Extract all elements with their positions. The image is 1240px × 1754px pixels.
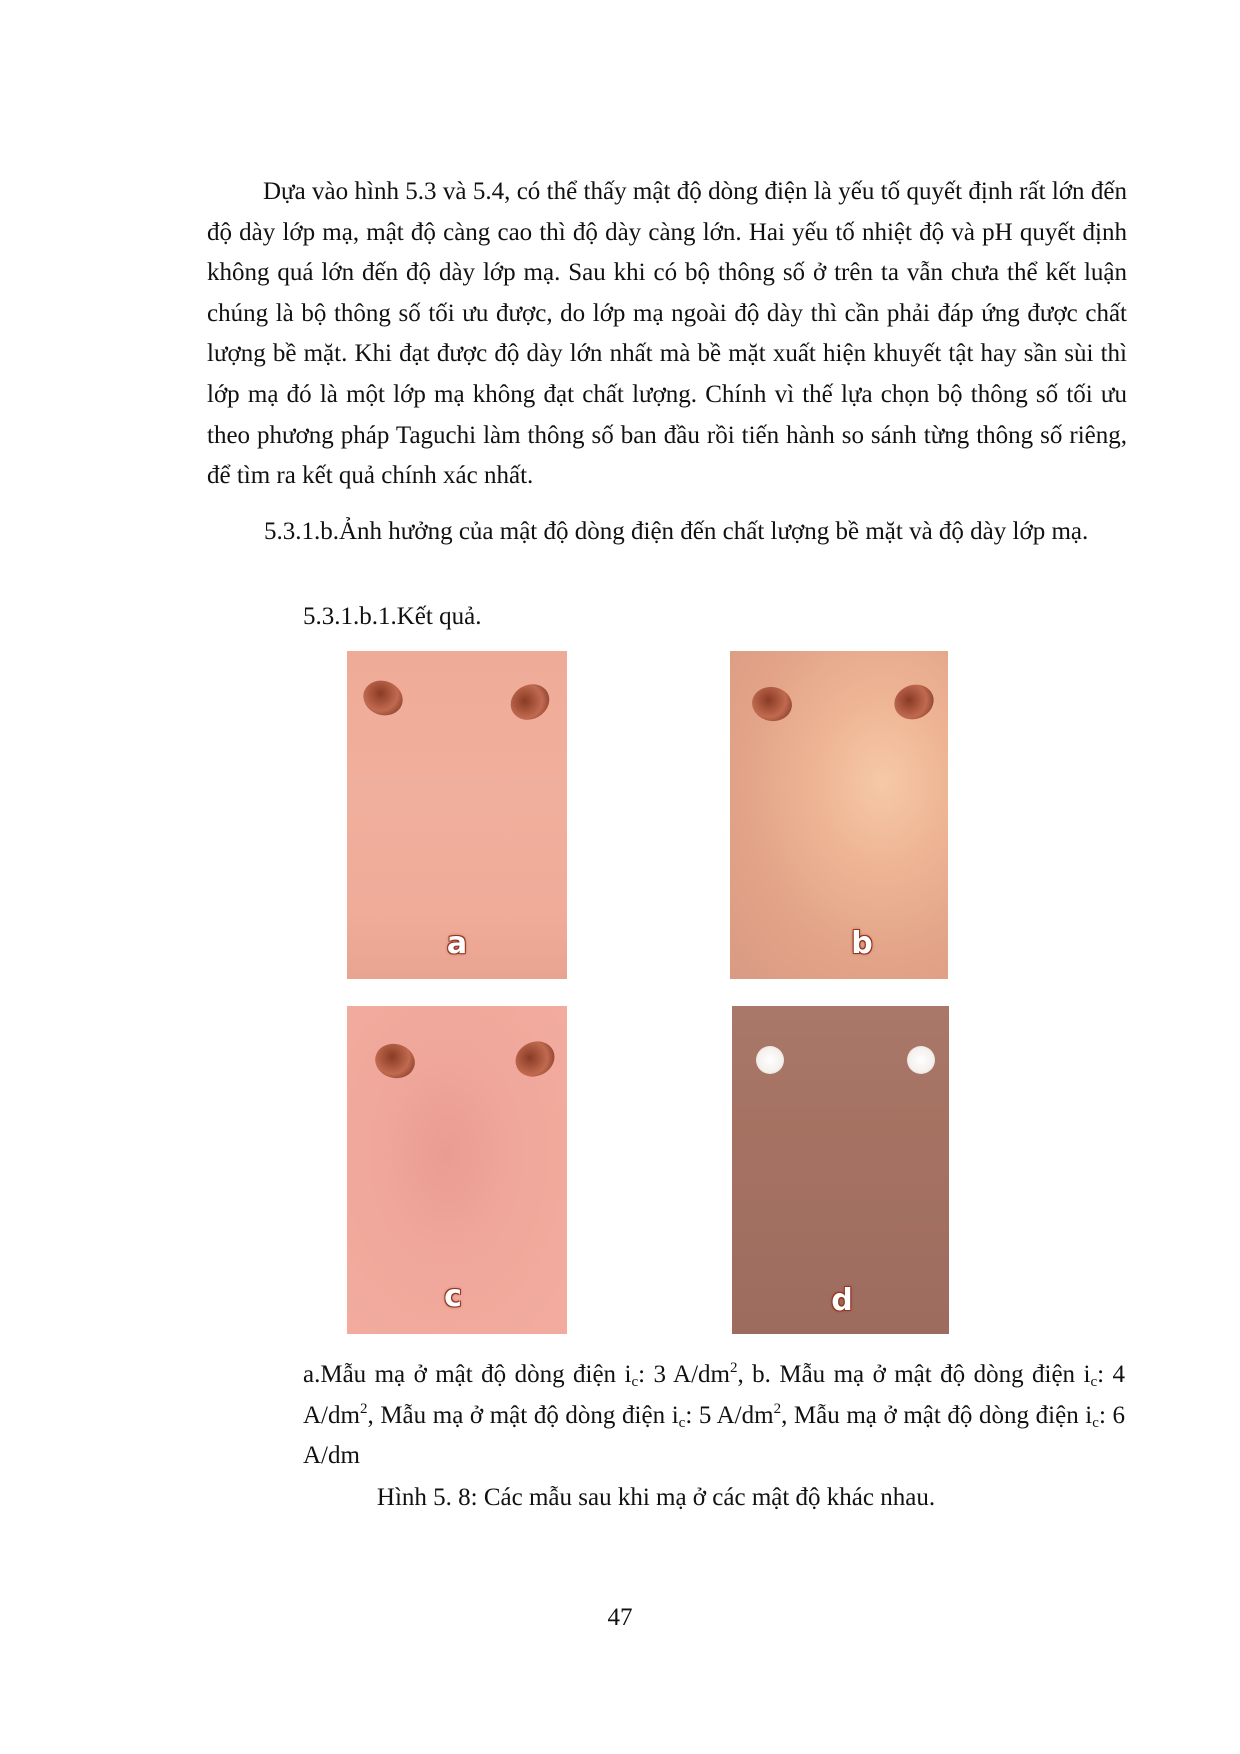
body-paragraph: Dựa vào hình 5.3 và 5.4, có thể thấy mật độ dòng điện là yếu tố quyết định rất lớn đến độ dày lớp mạ, mật độ càng cao thì độ dày càng lớn. Hai yếu tố nhiệt độ và pH quyết định không quá lớn đến độ dày lớp mạ. Sau khi có bộ thông số ở trên ta vẫn chưa thể kết luận chúng là bộ thông số tối ưu được, do lớp mạ ngoài độ dày thì cần phải đáp ứng được chất lượng bề mặt. Khi đạt được độ dày lớn nhất mà bề mặt xuất hiện khuyết tật hay sần sùi thì lớp mạ đó là một lớp mạ không đạt chất lượng. Chính vì thế lựa chọn bộ thông số tối ưu theo phương pháp Taguchi làm thông số ban đầu rồi tiến hành so sánh từng thông số riêng, để tìm ra kết quả chính xác nhất.: [207, 178, 1127, 490]
caption-text: a.Mẫu mạ ở mật độ dòng điện i: [303, 1361, 632, 1388]
mounting-hole-left: [756, 1046, 784, 1074]
sample-photo-d: [732, 1006, 949, 1334]
caption-subscript: c: [678, 1414, 686, 1431]
mounting-hole-right: [510, 1035, 561, 1083]
panel-label-b: b: [851, 926, 873, 961]
mounting-hole-right: [889, 679, 938, 725]
sample-photo-c: [347, 1006, 567, 1334]
caption-subscript: c: [631, 1374, 639, 1390]
caption-subscript: c: [1090, 1374, 1098, 1390]
mounting-hole-left: [371, 1039, 418, 1082]
caption-text: , Mẫu mạ ở mật độ dòng điện i: [781, 1401, 1093, 1429]
caption-text: : 5 A/dm: [685, 1401, 774, 1429]
figure-title: Hình 5. 8: Các mẫu sau khi mạ ở các mật độ khác nhau.: [376, 1484, 936, 1511]
sample-photo-b: [730, 651, 948, 979]
caption-text: : 6 A/dm: [303, 1401, 1125, 1469]
caption-subscript: c: [1092, 1414, 1099, 1431]
caption-text: , Mẫu mạ ở mật độ dòng điện i: [367, 1401, 679, 1429]
sample-photo-a: [347, 651, 567, 979]
caption-superscript: 2: [729, 1360, 738, 1376]
panel-label-c: c: [444, 1279, 462, 1314]
page-number: 47: [607, 1604, 633, 1631]
mounting-hole-right: [907, 1046, 935, 1074]
panel-label-a: a: [446, 926, 468, 961]
mounting-hole-left: [358, 675, 407, 721]
caption-superscript: 2: [773, 1400, 782, 1417]
caption-text: : 4 A/dm: [303, 1361, 1125, 1429]
caption-text: : 3 A/dm: [638, 1361, 730, 1388]
caption-superscript: 2: [359, 1400, 368, 1417]
mounting-hole-right: [504, 677, 556, 726]
figure-caption: [303, 1355, 1125, 1477]
section-heading: 5.3.1.b.Ảnh hưởng của mật độ dòng điện đến chất lượng bề mặt và độ dày lớp mạ.: [264, 518, 1089, 545]
caption-text: , b. Mẫu mạ ở mật độ dòng điện i: [737, 1361, 1091, 1388]
subsection-heading: 5.3.1.b.1.Kết quả.: [303, 603, 482, 630]
panel-label-d: d: [831, 1283, 853, 1318]
mounting-hole-left: [749, 684, 794, 724]
